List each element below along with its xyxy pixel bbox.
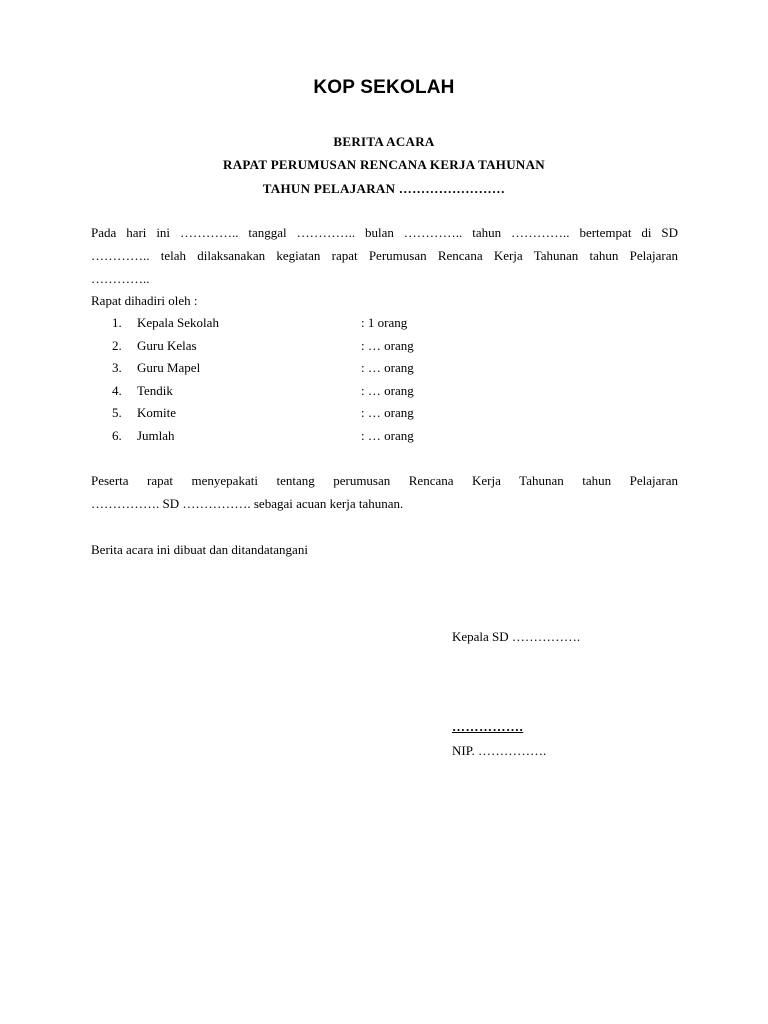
list-item-role: Kepala Sekolah — [137, 315, 219, 330]
academic-year-line: TAHUN PELAJARAN …………………… — [262, 181, 506, 196]
closing-paragraph: Berita acara ini dibuat dan ditandatangani — [91, 542, 308, 557]
opening-paragraph-line-1: Pada hari ini ………….. tanggal ………….. bulan ………….. tahun ………….. bertempat di SD — [91, 225, 678, 240]
list-item — [112, 380, 512, 403]
list-item-role: Komite — [137, 405, 176, 421]
list-item-count: : … orang — [361, 427, 414, 443]
list-item-count: : … orang — [361, 382, 414, 398]
list-item — [112, 425, 512, 448]
list-item-number: 2. — [112, 337, 122, 353]
school-letterhead: KOP SEKOLAH — [313, 77, 455, 98]
list-item-role: Guru Mapel — [137, 360, 201, 376]
attendance-intro: Rapat dihadiri oleh : — [91, 293, 198, 308]
signatory-title: Kepala SD ……………. — [452, 629, 581, 644]
document-subtitle: RAPAT PERUMUSAN RENCANA KERJA TAHUNAN — [223, 157, 545, 172]
opening-paragraph-line-3: ………….. — [91, 271, 150, 286]
list-item — [112, 402, 512, 425]
list-item — [112, 335, 512, 358]
agreement-paragraph-line-1: Peserta rapat menyepakati tentang perumusan Rencana Kerja Tahunan tahun Pelajaran — [91, 473, 678, 488]
list-item-role: Guru Kelas — [137, 337, 197, 353]
list-item-number: 6. — [112, 427, 122, 443]
list-item-role: Jumlah — [137, 427, 175, 443]
list-item-role: Tendik — [137, 382, 173, 398]
agreement-paragraph-line-2: ……………. SD ……………. sebagai acuan kerja tahunan. — [91, 496, 404, 511]
attendance-list — [112, 312, 512, 448]
list-item-number: 5. — [112, 405, 122, 421]
list-item-count: : 1 orang — [361, 315, 408, 330]
signatory-name: ……………. — [452, 719, 524, 734]
list-item-number: 1. — [112, 315, 122, 330]
opening-paragraph — [91, 221, 678, 290]
list-item-count: : … orang — [361, 405, 414, 421]
list-item — [112, 312, 512, 335]
list-item-number: 3. — [112, 360, 122, 376]
agreement-paragraph — [91, 469, 678, 515]
list-item-count: : … orang — [361, 360, 414, 376]
list-item-number: 4. — [112, 382, 122, 398]
document-title: BERITA ACARA — [333, 134, 435, 149]
signatory-nip: NIP. ……………. — [452, 743, 547, 758]
opening-paragraph-line-2: ………….. telah dilaksanakan kegiatan rapat Perumusan Rencana Kerja Tahunan tahun Pelajaran — [91, 248, 678, 263]
list-item — [112, 357, 512, 380]
list-item-count: : … orang — [361, 337, 414, 353]
